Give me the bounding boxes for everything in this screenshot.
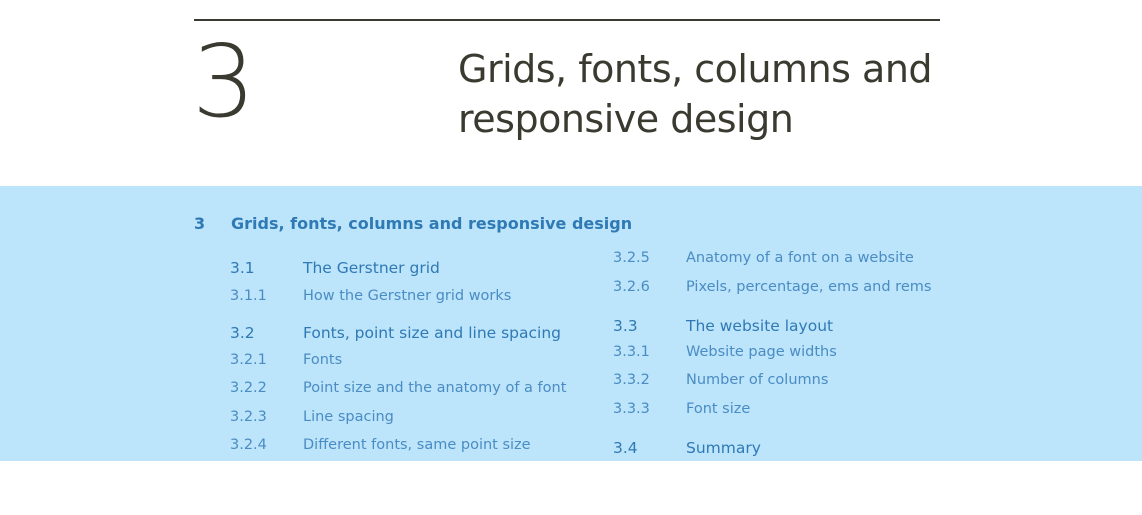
toc-entry-title: Fonts, point size and line spacing bbox=[303, 324, 562, 342]
toc-entry-title: Line spacing bbox=[303, 409, 394, 425]
top-rule bbox=[194, 19, 940, 21]
toc-entry-title: Website page widths bbox=[686, 344, 837, 360]
toc-entry-title: Different fonts, same point size bbox=[303, 437, 531, 453]
toc-entry-number: 3.1 bbox=[230, 259, 255, 277]
toc-entry-title: Anatomy of a font on a website bbox=[686, 250, 914, 266]
chapter-number: 3 bbox=[192, 23, 254, 140]
toc-entry-title: Fonts bbox=[303, 352, 343, 368]
toc-entry-number: 3.3 bbox=[613, 317, 638, 335]
toc-entry-number: 3.2.5 bbox=[613, 250, 650, 266]
toc-entry-number: 3.3.3 bbox=[613, 401, 650, 417]
toc-entry-number: 3.3.2 bbox=[613, 372, 650, 388]
toc-entry-number: 3.2 bbox=[230, 324, 255, 342]
toc-entry-number: 3.2.2 bbox=[230, 380, 267, 396]
toc-entry-title: The Gerstner grid bbox=[303, 259, 440, 277]
toc-entry-title: Summary bbox=[686, 439, 761, 457]
toc-entry-number: 3.3.1 bbox=[613, 344, 650, 360]
toc-chapter-title: Grids, fonts, columns and responsive design bbox=[231, 214, 633, 233]
toc-entry-title: How the Gerstner grid works bbox=[303, 288, 512, 304]
toc-chapter-number: 3 bbox=[194, 214, 206, 233]
toc-entry-number: 3.1.1 bbox=[230, 288, 267, 304]
toc-entry-title: Number of columns bbox=[686, 372, 829, 388]
toc-entry-title: Font size bbox=[686, 401, 751, 417]
toc-entry-number: 3.2.4 bbox=[230, 437, 267, 453]
table-of-contents bbox=[0, 186, 1142, 461]
toc-entry-number: 3.2.6 bbox=[613, 279, 650, 295]
toc-entry-title: Point size and the anatomy of a font bbox=[303, 380, 567, 396]
toc-entry-number: 3.4 bbox=[613, 439, 638, 457]
toc-entry-number: 3.2.1 bbox=[230, 352, 267, 368]
toc-entry-title: The website layout bbox=[686, 317, 834, 335]
toc-entry-number: 3.2.3 bbox=[230, 409, 267, 425]
toc-entry-title: Pixels, percentage, ems and rems bbox=[686, 279, 932, 295]
chapter-title: Grids, fonts, columns and responsive design bbox=[458, 47, 933, 141]
